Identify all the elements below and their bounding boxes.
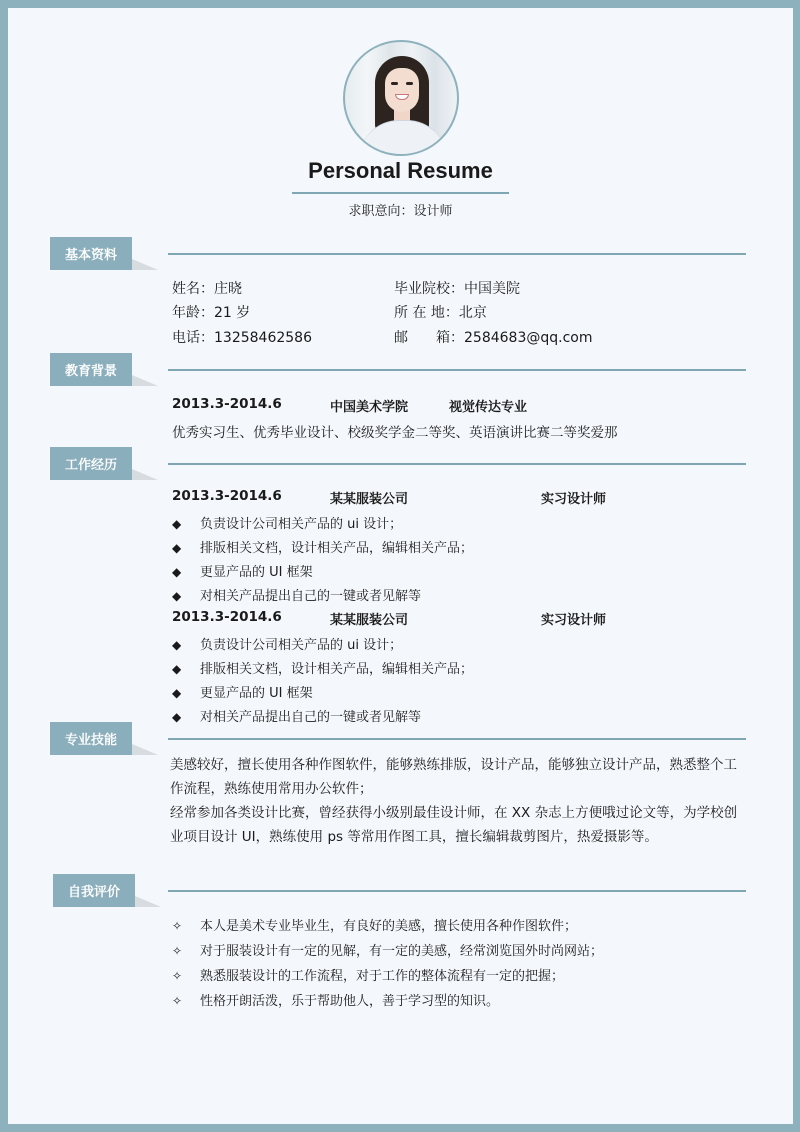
page-title: Personal Resume <box>308 158 493 183</box>
section-divider <box>168 369 746 371</box>
resume-page <box>8 8 793 1124</box>
section-label-self-eval: 自我评价 <box>53 874 135 907</box>
list-item <box>172 634 402 653</box>
eval-text: 对于服装设计有一定的见解，有一定的美感，经常浏览国外时尚网站； <box>200 944 604 959</box>
title-underline <box>292 192 509 194</box>
info-age: 年龄：21 岁 <box>172 305 251 321</box>
edu-period: 2013.3-2014.6 <box>172 396 282 412</box>
section-label-basic: 基本资料 <box>50 237 132 270</box>
list-item <box>172 537 473 556</box>
duty-text: 更显产品的 UI 框架 <box>200 686 313 701</box>
info-email: 邮 箱：2584683@qq.com <box>394 330 593 346</box>
eval-text: 熟悉服装设计的工作流程，对于工作的整体流程有一定的把握； <box>200 969 565 984</box>
duty-text: 更显产品的 UI 框架 <box>200 565 313 580</box>
eval-text: 性格开朗活泼，乐于帮助他人，善于学习型的知识。 <box>200 994 500 1009</box>
section-tab-shadow <box>132 259 158 270</box>
list-item <box>172 990 499 1009</box>
edu-honors: 优秀实习生、优秀毕业设计、校级奖学金二等奖、英语演讲比赛二等奖爱那 <box>172 425 618 441</box>
duty-text: 排版相关文档，设计相关产品，编辑相关产品； <box>200 662 474 677</box>
skills-text <box>170 753 750 849</box>
diamond-bullet-icon: ◆ <box>172 589 182 603</box>
job-company: 某某服装公司 <box>330 492 409 507</box>
sparkle-bullet-icon: ✧ <box>172 994 183 1008</box>
list-item <box>172 585 421 604</box>
section-label-skills: 专业技能 <box>50 722 132 755</box>
job-position: 实习设计师 <box>541 613 607 628</box>
list-item <box>172 658 473 677</box>
list-item <box>172 706 421 725</box>
list-item <box>172 915 577 934</box>
avatar-eye <box>391 82 398 85</box>
section-divider <box>168 738 746 740</box>
duty-text: 对相关产品提出自己的一键或者见解等 <box>200 589 422 604</box>
diamond-bullet-icon: ◆ <box>172 662 182 676</box>
section-divider <box>168 890 746 892</box>
info-location: 所 在 地：北京 <box>394 305 487 321</box>
section-divider <box>168 463 746 465</box>
duty-text: 负责设计公司相关产品的 ui 设计； <box>200 517 403 532</box>
sparkle-bullet-icon: ✧ <box>172 944 183 958</box>
list-item <box>172 561 313 580</box>
avatar-shirt <box>359 120 447 156</box>
section-divider <box>168 253 746 255</box>
skills-paragraph: 经常参加各类设计比赛，曾经获得小级别最佳设计师，在 XX 杂志上方便哦过论文等，为学校创业项目设计 UI，熟练使用 ps 等常用作图工具，擅长编辑裁剪图片，热爱摄影等。 <box>170 805 738 845</box>
list-item <box>172 682 313 701</box>
edu-major: 视觉传达专业 <box>449 400 528 415</box>
section-label-education: 教育背景 <box>50 353 132 386</box>
section-tab-shadow <box>135 896 161 907</box>
list-item <box>172 965 564 984</box>
section-tab-shadow <box>132 469 158 480</box>
list-item <box>172 940 603 959</box>
info-school: 毕业院校：中国美院 <box>394 281 520 297</box>
diamond-bullet-icon: ◆ <box>172 565 182 579</box>
info-phone: 电话：13258462586 <box>172 330 312 346</box>
duty-text: 对相关产品提出自己的一键或者见解等 <box>200 710 422 725</box>
section-tab-shadow <box>132 375 158 386</box>
section-tab-shadow <box>132 744 158 755</box>
sparkle-bullet-icon: ✧ <box>172 969 183 983</box>
job-period: 2013.3-2014.6 <box>172 488 282 504</box>
list-item <box>172 513 402 532</box>
avatar-eye <box>406 82 413 85</box>
job-company: 某某服装公司 <box>330 613 409 628</box>
sparkle-bullet-icon: ✧ <box>172 919 183 933</box>
duty-text: 排版相关文档，设计相关产品，编辑相关产品； <box>200 541 474 556</box>
diamond-bullet-icon: ◆ <box>172 541 182 555</box>
avatar <box>343 40 459 156</box>
diamond-bullet-icon: ◆ <box>172 517 182 531</box>
diamond-bullet-icon: ◆ <box>172 686 182 700</box>
section-label-work: 工作经历 <box>50 447 132 480</box>
info-name: 姓名：庄晓 <box>172 281 242 297</box>
diamond-bullet-icon: ◆ <box>172 710 182 724</box>
job-position: 实习设计师 <box>541 492 607 507</box>
job-objective: 求职意向：设计师 <box>348 204 453 219</box>
edu-school: 中国美术学院 <box>330 400 409 415</box>
avatar-face <box>385 68 419 112</box>
diamond-bullet-icon: ◆ <box>172 638 182 652</box>
eval-text: 本人是美术专业毕业生，有良好的美感，擅长使用各种作图软件； <box>200 919 578 934</box>
skills-paragraph: 美感较好，擅长使用各种作图软件，能够熟练排版，设计产品，能够独立设计产品，熟悉整个工作流程，熟练使用常用办公软件； <box>170 757 737 797</box>
duty-text: 负责设计公司相关产品的 ui 设计； <box>200 638 403 653</box>
job-period: 2013.3-2014.6 <box>172 609 282 625</box>
